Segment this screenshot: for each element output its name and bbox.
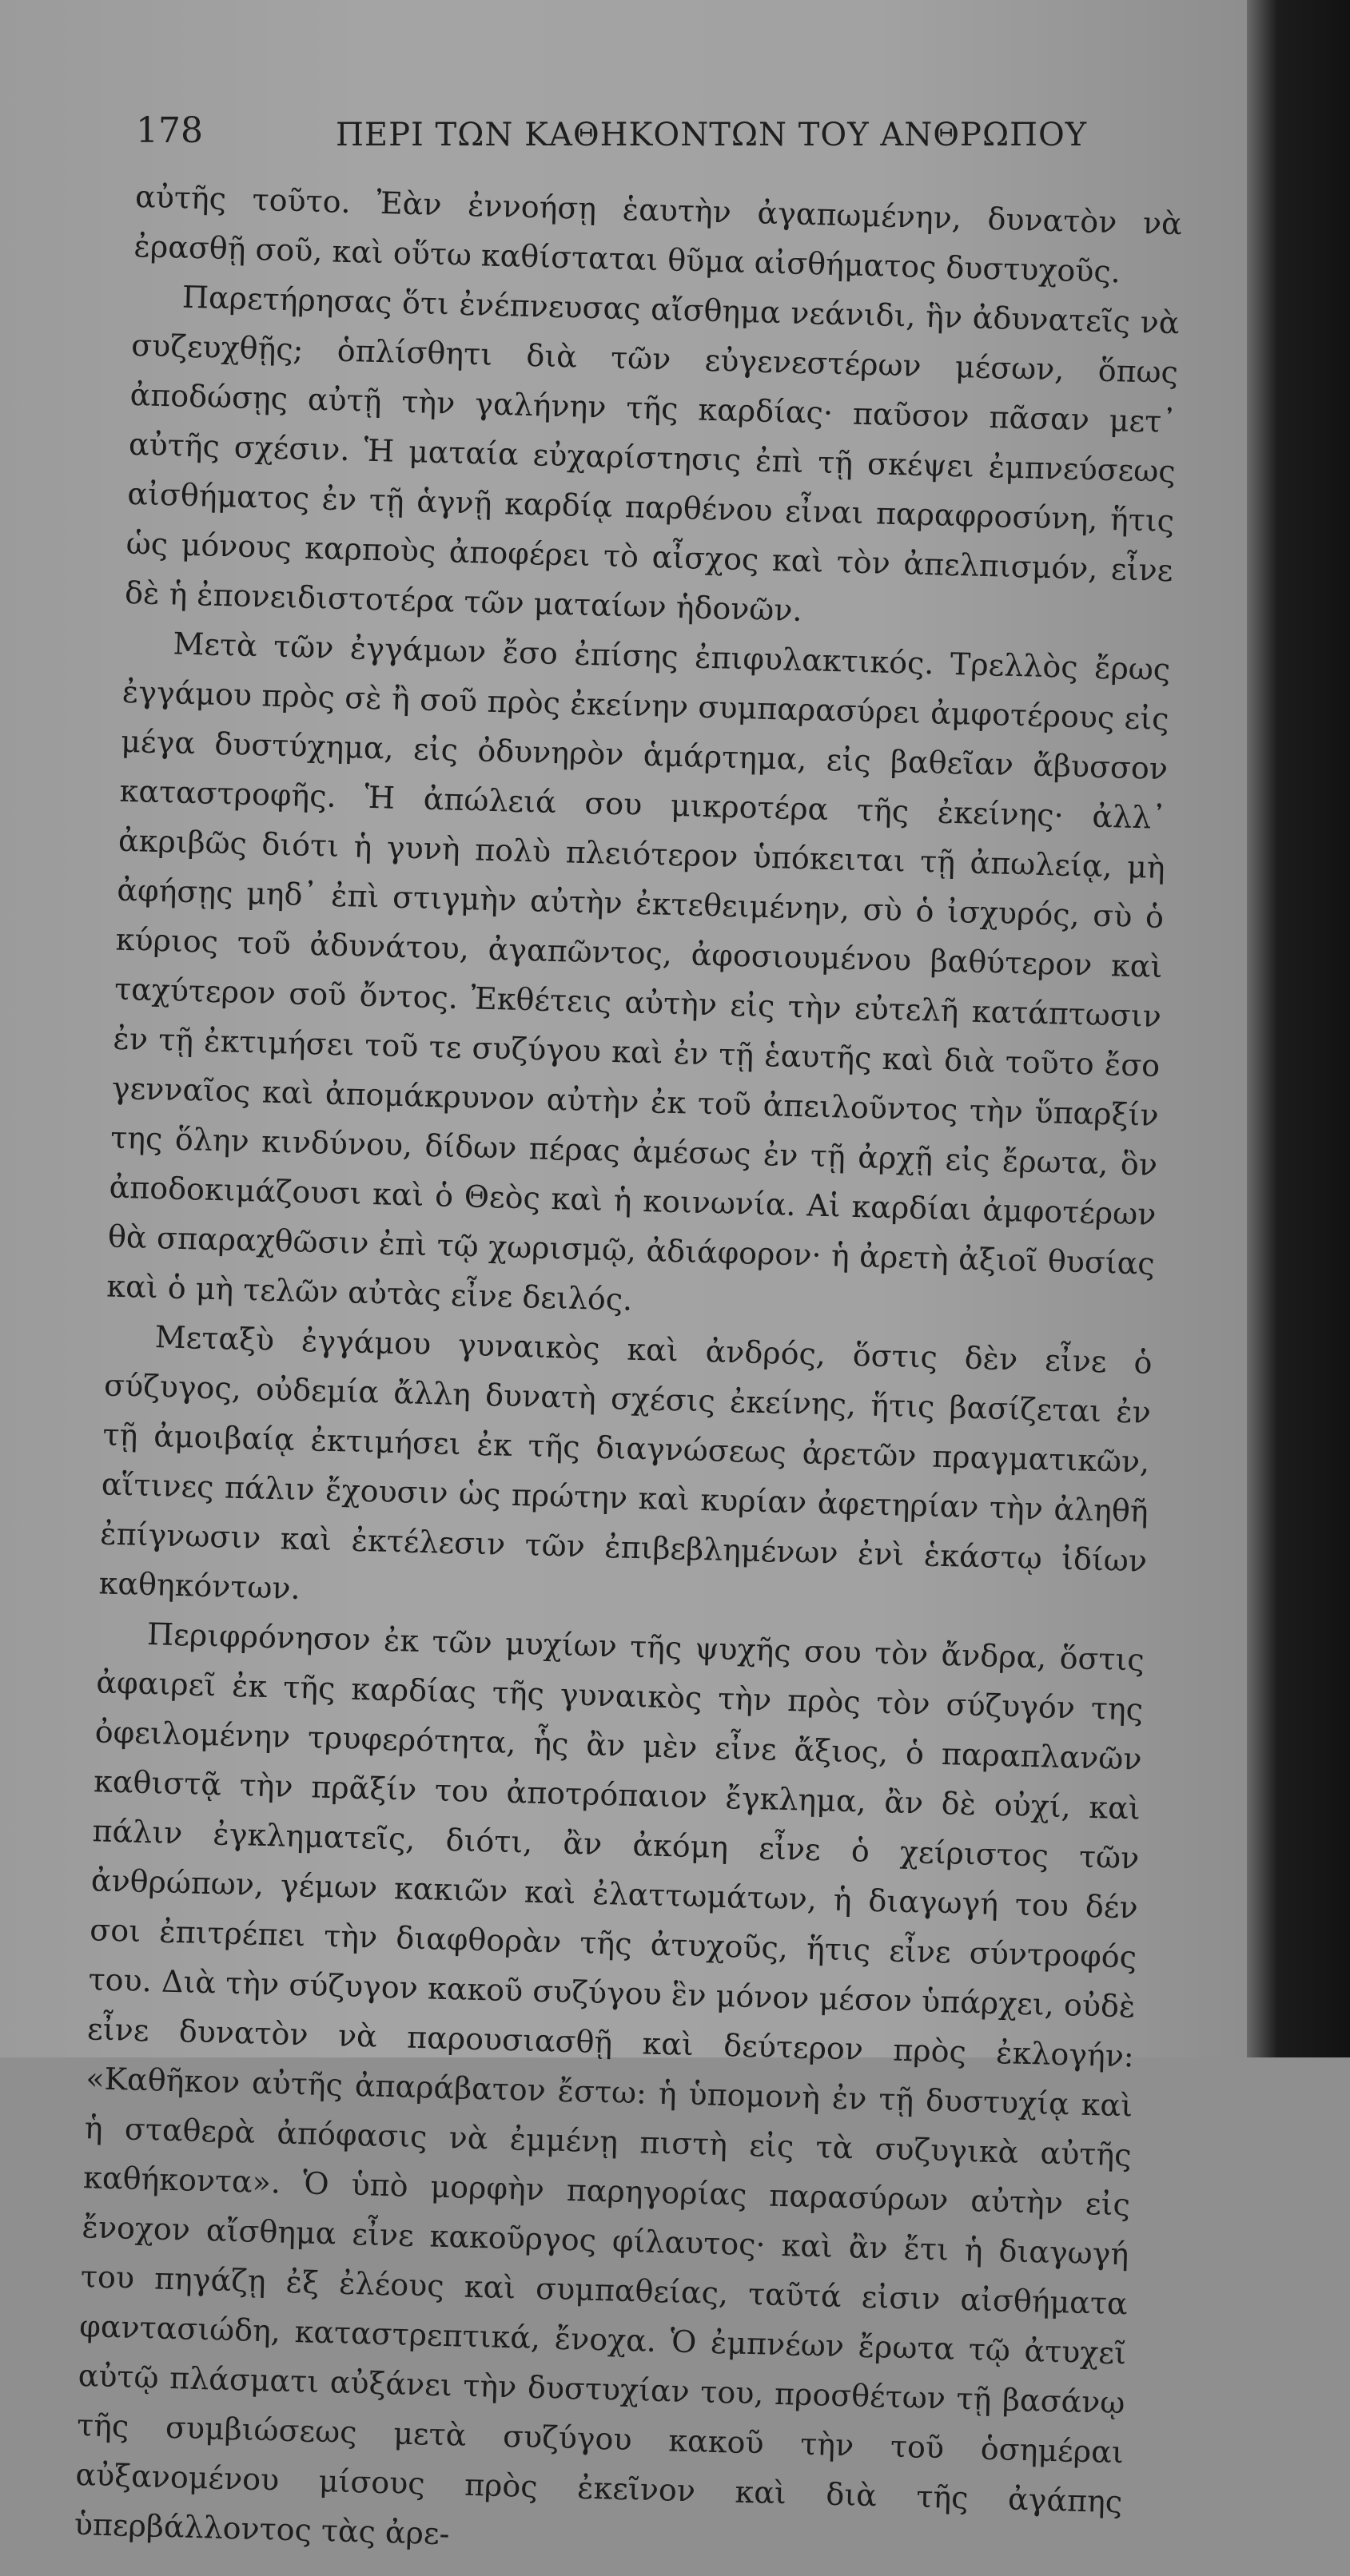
paragraph: Περιφρόνησον ἐκ τῶν μυχίων τῆς ψυχῆς σου τὸν ἄνδρα, ὅστις ἀφαιρεῖ ἐκ τῆς καρδίας τῆς γυναικὸς τὴν πρὸς τὸν σύζυγόν της ὀφειλομένην τρυφερότητα, ἧς ἂν μὲν εἶνε ἄξιος, ὁ παραπλανῶν καθιστᾷ τὴν πρᾶξίν του ἀποτρόπαιον ἔγκλημα, ἂν δὲ οὐχί, καὶ πάλιν ἐγκληματεῖς, διότι, ἂν ἀκόμη εἶνε ὁ χείριστος τῶν ἀνθρώπων, γέμων κακιῶν καὶ ἐλαττωμάτων, ἡ διαγωγή του δέν σοι ἐπιτρέπει τὴν διαφθορὰν τῆς ἀτυχοῦς, ἥτις εἶνε σύντροφός του. Διὰ τὴν σύζυγον κακοῦ συζύγου ἓν μόνον μέσον ὑπάρχει, οὐδὲ εἶνε δυνατὸν νὰ παρουσιασθῇ καὶ δεύτερον πρὸς ἐκλογήν: «Καθῆκον αὐτῆς ἀπαράβατον ἔστω: ἡ ὑπομονὴ ἐν τῇ δυστυχίᾳ καὶ ἡ σταθερὰ ἀπόφασις νὰ ἐμμένῃ πιστὴ εἰς τὰ συζυγικὰ αὐτῆς καθήκοντα». Ὁ ὑπὸ μορφὴν παρηγορίας παρασύρων αὐτὴν εἰς ἔνοχον αἴσθημα εἶνε κακοῦργος φίλαυτος· καὶ ἂν ἔτι ἡ διαγωγή του πηγάζῃ ἐξ ἐλέους καὶ συμπαθείας, ταῦτά εἰσιν αἰσθήματα φαντασιώδη, καταστρεπτικά, ἔνοχα. Ὁ ἐμπνέων ἔρωτα τῷ ἀτυχεῖ αὐτῷ πλάσματι αὐξάνει τὴν δυστυχίαν του, προσθέτων τῇ βασάνῳ τῆς συμβιώσεως μετὰ συζύγου κακοῦ τὴν τοῦ ὁσημέραι αὐξανομένου μίσους πρὸς ἐκεῖνον καὶ διὰ τῆς ἀγάπης ὑπερβάλλοντος τὰς ἀρε- bbox=[74, 1616, 1145, 2552]
book-gutter-shadow bbox=[1247, 0, 1350, 2057]
paragraph: Παρετήρησας ὅτι ἐνέπνευσας αἴσθημα νεάνιδι, ἣν ἀδυνατεῖς νὰ συζευχθῇς; ὁπλίσθητι διὰ τῶν εὐγενεστέρων μέσων, ὅπως ἀποδώσῃς αὐτῇ τὴν γαλήνην τῆς καρδίας· παῦσον πᾶσαν μετ᾽ αὐτῆς σχέσιν. Ἡ ματαία εὐχαρίστησις ἐπὶ τῇ σκέψει ἐμπνεύσεως αἰσθήματος ἐν τῇ ἁγνῇ καρδίᾳ παρθένου εἶναι παραφροσύνη, ἥτις ὡς μόνους καρποὺς ἀποφέρει τὸ αἶσχος καὶ τὸν ἀπελπισμόν, εἶνε δὲ ἡ ἐπονειδιστοτέρα τῶν ματαίων ἡδονῶν. bbox=[124, 279, 1181, 629]
page-text bbox=[74, 172, 1182, 2576]
page-number: 178 bbox=[136, 110, 203, 151]
paragraph-continuation: αὐτῆς τοῦτο. Ἐὰν ἐννοήσῃ ἑαυτὴν ἀγαπωμένην, δυνατὸν νὰ ἐρασθῇ σοῦ, καὶ οὕτω καθίσταται θῦμα αἰσθήματος δυστυχοῦς. bbox=[133, 178, 1183, 290]
running-head: ΠΕΡΙ ΤΩΝ ΚΑΘΗΚΟΝΤΩΝ ΤΟΥ ΑΝΘΡΩΠΟΥ bbox=[336, 117, 1088, 153]
paragraph: Μετὰ τῶν ἐγγάμων ἔσο ἐπίσης ἐπιφυλακτικός. Τρελλὸς ἔρως ἐγγάμου πρὸς σὲ ἢ σοῦ πρὸς ἐκείνην συμπαρασύρει ἀμφοτέρους εἰς μέγα δυστύχημα, εἰς ὀδυνηρὸν ἁμάρτημα, εἰς βαθεῖαν ἄβυσσον καταστροφῆς. Ἡ ἀπώλειά σου μικροτέρα τῆς ἐκείνης· ἀλλ᾽ ἀκριβῶς διότι ἡ γυνὴ πολὺ πλειότερον ὑπόκειται τῇ ἀπωλείᾳ, μὴ ἀφήσῃς μηδ᾽ ἐπὶ στιγμὴν αὐτὴν ἐκτεθειμένην, σὺ ὁ ἰσχυρός, σὺ ὁ κύριος τοῦ ἀδυνάτου, ἀγαπῶντος, ἀφοσιουμένου βαθύτερον καὶ ταχύτερον σοῦ ὄντος. Ἐκθέτεις αὐτὴν εἰς τὴν εὐτελῆ κατάπτωσιν ἐν τῇ ἐκτιμήσει τοῦ τε συζύγου καὶ ἐν τῇ ἑαυτῆς καὶ διὰ τοῦτο ἔσο γενναῖος καὶ ἀπομάκρυνον αὐτὴν ἐκ τοῦ ἀπειλοῦντος τὴν ὕπαρξίν της ὅλην κινδύνου, δίδων πέρας ἀμέσως ἐν τῇ ἀρχῇ εἰς ἔρωτα, ὃν ἀποδοκιμάζουσι καὶ ὁ Θεὸς καὶ ἡ κοινωνία. Αἱ καρδίαι ἀμφοτέρων θὰ σπαραχθῶσιν ἐπὶ τῷ χωρισμῷ, ἀδιάφορον· ἡ ἀρετὴ ἀξιοῖ θυσίας καὶ ὁ μὴ τελῶν αὐτὰς εἶνε δειλός. bbox=[106, 626, 1171, 1318]
paragraph: Μεταξὺ ἐγγάμου γυναικὸς καὶ ἀνδρός, ὅστις δὲν εἶνε ὁ σύζυγος, οὐδεμία ἄλλη δυνατὴ σχέσις ἐκείνης, ἥτις βασίζεται ἐν τῇ ἀμοιβαίᾳ ἐκτιμήσει ἐκ τῆς διαγνώσεως ἀρετῶν πραγματικῶν, αἵτινες πάλιν ἔχουσιν ὡς πρώτην καὶ κυρίαν ἀφετηρίαν τὴν ἀληθῆ ἐπίγνωσιν καὶ ἐκτέλεσιν τῶν ἐπιβεβλημένων ἐνὶ ἑκάστῳ ἰδίων καθηκόντων. bbox=[98, 1319, 1153, 1606]
